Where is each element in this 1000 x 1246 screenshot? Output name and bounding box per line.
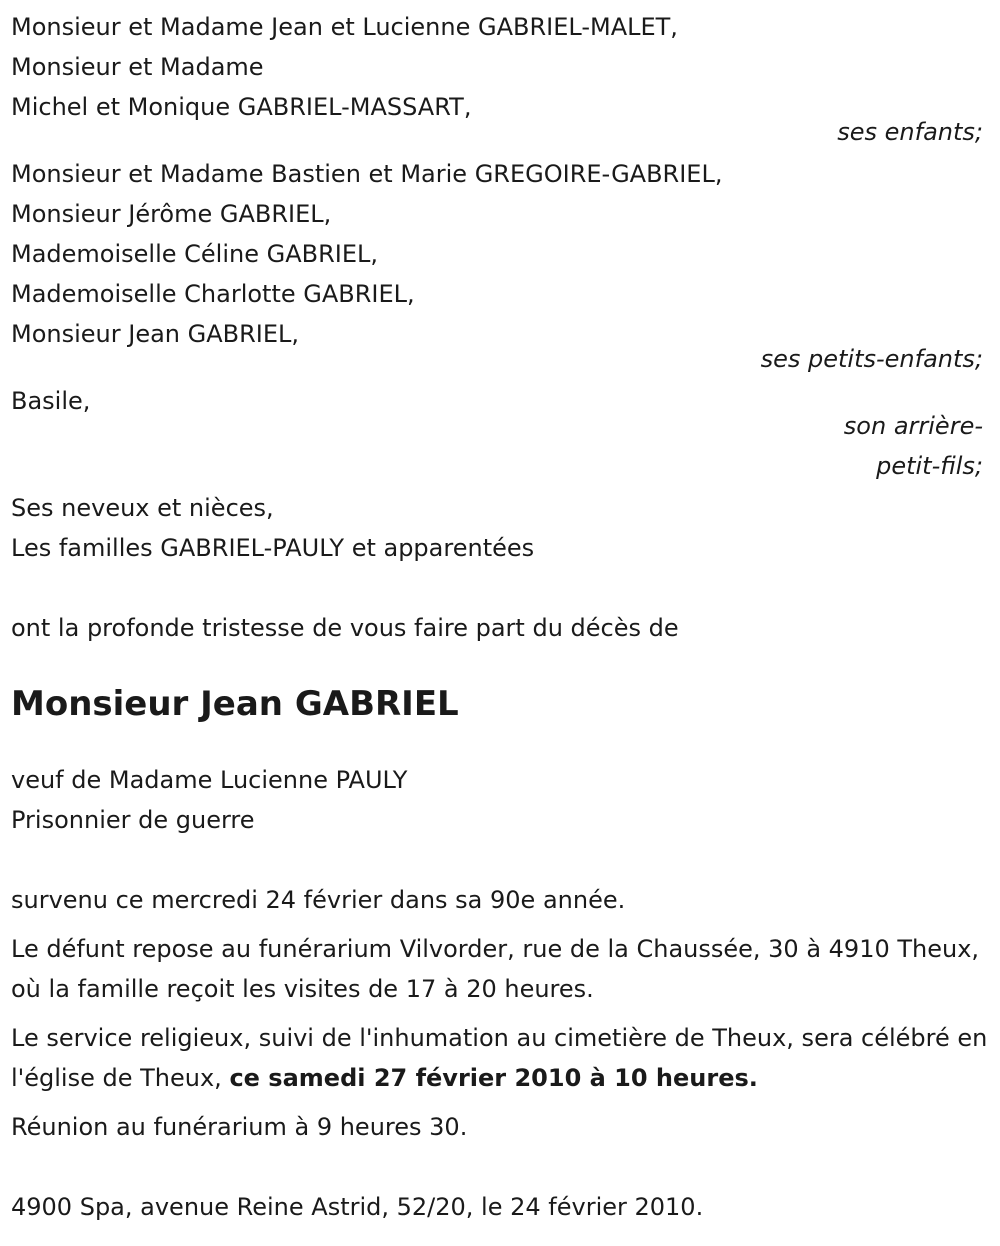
deceased-name: Monsieur Jean GABRIEL [11,684,459,724]
death-date-text: survenu ce mercredi 24 février dans sa 90e année. [11,886,626,914]
family-line: Michel et Monique GABRIEL-MASSART, [11,93,472,121]
great-grandchild-group [11,381,991,486]
children-role: ses enfants; [837,118,983,146]
family-line: Monsieur et Madame [11,53,264,81]
grandchildren-role: ses petits-enfants; [760,345,983,373]
others-group [11,488,991,568]
family-line: Ses neveux et nièces, [11,494,274,522]
meeting-text: Réunion au funérarium à 9 heures 30. [11,1113,468,1141]
family-line: Monsieur et Madame Bastien et Marie GREGOIRE-GABRIEL, [11,160,723,188]
announcement-text: ont la profonde tristesse de vous faire part du décès de [11,614,679,642]
obituary-notice [11,7,991,1227]
children-group [11,7,991,152]
family-line: Les familles GABRIEL-PAULY et apparentées [11,534,535,562]
service-plain: Le service religieux, suivi de l'inhumation au cimetière de Theux, sera célébré en l'église de Theux, [11,1024,988,1092]
great-grandchild-role: son arrière- [843,412,983,440]
funeral-home-text: Le défunt repose au funérarium Vilvorder, rue de la Chaussée, 30 à 4910 Theux, où la famille reçoit les visites de 17 à 20 heures. [11,935,980,1003]
service-text [11,1018,991,1098]
great-grandchild-role: petit-fils; [876,452,983,480]
service-datetime: ce samedi 27 février 2010 à 10 heures. [229,1064,758,1092]
detail-line: veuf de Madame Lucienne PAULY [11,766,408,794]
family-line: Monsieur Jérôme GABRIEL, [11,200,332,228]
family-line: Mademoiselle Céline GABRIEL, [11,240,379,268]
family-line: Monsieur Jean GABRIEL, [11,320,300,348]
family-line: Monsieur et Madame Jean et Lucienne GABRIEL-MALET, [11,13,678,41]
family-line: Basile, [11,387,91,415]
family-line: Mademoiselle Charlotte GABRIEL, [11,280,415,308]
detail-line: Prisonnier de guerre [11,806,255,834]
deceased-details [11,760,991,840]
address-date: 4900 Spa, avenue Reine Astrid, 52/20, le 24 février 2010. [11,1193,704,1221]
grandchildren-group [11,154,991,379]
